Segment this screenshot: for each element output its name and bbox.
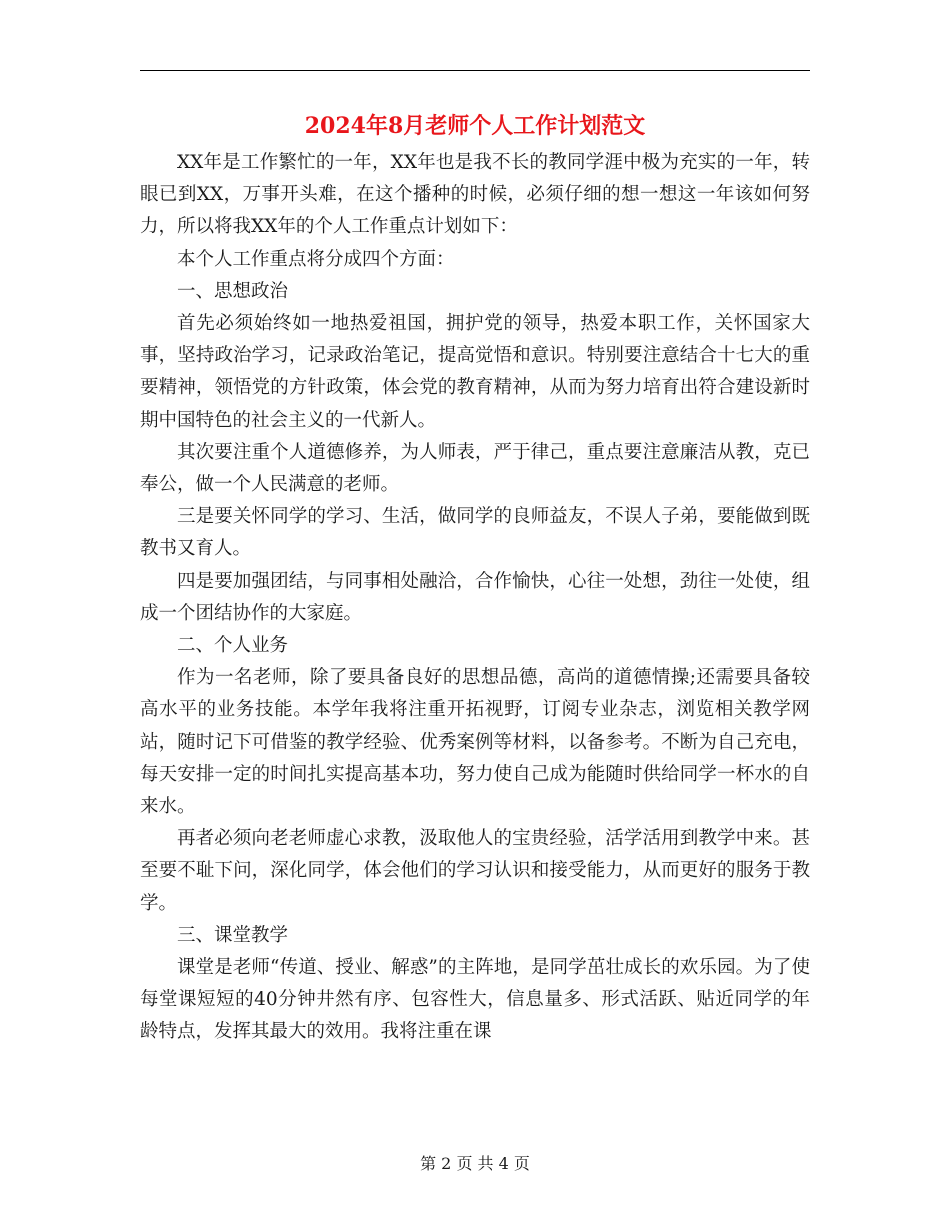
paragraph: 四是要加强团结，与同事相处融洽，合作愉快，心往一处想，劲往一处使，组成一个团结协作的大家庭。 [140, 570, 810, 624]
paragraph: 再者必须向老老师虚心求教，汲取他人的宝贵经验，活学活用到教学中来。甚至要不耻下问，深化同学，体会他们的学习认识和接受能力，从而更好的服务于教学。 [140, 828, 810, 914]
paragraph: 课堂是老师“传道、授业、解惑”的主阵地，是同学茁壮成长的欢乐园。为了使每堂课短短的40分钟井然有序、包容性大，信息量多、形式活跃、贴近同学的年龄特点，发挥其最大的效用。我将注重在课 [140, 957, 810, 1043]
paragraph: 三是要关怀同学的学习、生活，做同学的良师益友，不误人子弟，要能做到既教书又育人。 [140, 506, 810, 560]
paragraph: XX年是工作繁忙的一年，XX年也是我不长的教同学涯中极为充实的一年，转眼已到XX，万事开头难，在这个播种的时候，必须仔细的想一想这一年该如何努力，所以将我XX年的个人工作重点计划如下： [140, 152, 810, 238]
section-heading: 一、思想政治 [177, 280, 289, 302]
section-heading: 三、课堂教学 [177, 924, 289, 946]
document-title: 2024年8月老师个人工作计划范文 [304, 113, 646, 139]
paragraph: 本个人工作重点将分成四个方面： [177, 248, 455, 270]
paragraph: 作为一名老师，除了要具备良好的思想品德，高尚的道德情操;还需要具备较高水平的业务技能。本学年我将注重开拓视野，订阅专业杂志，浏览相关教学网站，随时记下可借鉴的教学经验、优秀案例等材料，以备参考。不断为自己充电，每天安排一定的时间扎实提高基本功，努力使自己成为能随时供给同学一杯水的自来水。 [140, 667, 810, 818]
header-rule [140, 70, 810, 71]
document-body [140, 147, 810, 1049]
section-heading: 二、个人业务 [177, 635, 289, 657]
paragraph: 首先必须始终如一地热爱祖国，拥护党的领导，热爱本职工作，关怀国家大事，坚持政治学习，记录政治笔记，提高觉悟和意识。特别要注意结合十七大的重要精神，领悟党的方针政策，体会党的教育精神，从而为努力培育出符合建设新时期中国特色的社会主义的一代新人。 [140, 313, 810, 431]
page-footer: 第 2 页 共 4 页 [420, 1154, 530, 1173]
paragraph: 其次要注重个人道德修养，为人师表，严于律己，重点要注意廉洁从教，克已奉公，做一个人民满意的老师。 [140, 441, 810, 496]
